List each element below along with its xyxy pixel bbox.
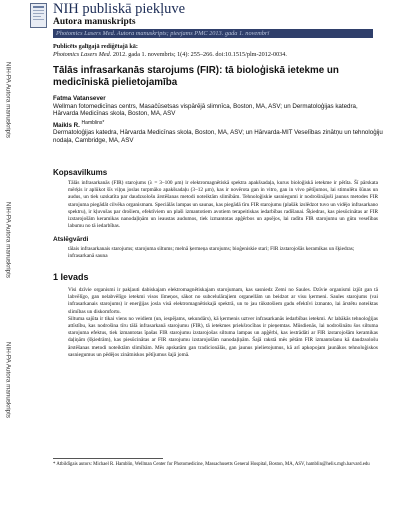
article-title: Tālās infrasarkanās starojums (FIR): tā bioloģiskā ietekme un medicīniskā pielietojamība bbox=[53, 65, 339, 88]
footnote: * Atbildīgais autors: Michael R. Hamblin, Wellman Center for Photomedicine, Massachusetts General Hospital, Boston, MA, ASV, hamblin@helix.mgh.harvard.edu bbox=[53, 462, 370, 467]
intro-paragraph-2: Siltuma sajūta ir tikai viens no veidiem (un, iespējams, sekundārs), kā ķermenis uztver infrasarkanās iedarbības ietekmi. Ar labākās tehnoloģijas attīstību, kas nodrošina tīru tālā infrasarkanā starojumu (FIR), tā ietekmes priekšrocības ir pieņemtas. Mūsdienās, lai nodrošinātu šos siltuma starojuma efektus, tiek izmantotas īpašas FIR starojumu izstarojošas siltuma lampas un apģērbi, kas iestrādāti ar FIR izstarojošām keramikas daļiņām (šķiedrām), kas piesūcinātas ar FIR starojumu izstarojošām nanodaļiņām. Šajā rakstā mēs pētām FIR izmantošanu kā daudzsološu ārstēšanas metodi noteiktām slimībām. Mēs apskatām gan tradicionālās, gan jaunus pielietojumus, kā arī apkopojam jaunākos tehnoloģiskos sasniegumus un pēdējos zinātniskos pētījumus šajā jomā. bbox=[68, 315, 378, 358]
keywords-text: tālais infrasarkanais starojums; starojuma siltums; melnā ķermeņa starojums; bioģeniskie stari; FIR izstarojošās keramikas un šķiedras; infrasarkanā sauna bbox=[68, 246, 355, 260]
author-name-2: Maikls R. $^{Hamblins*}$ bbox=[53, 119, 105, 129]
intro-body bbox=[68, 287, 378, 359]
header-title: NIH publiskā piekļuve bbox=[53, 1, 186, 17]
journal-name: Photomics Lasers Med. bbox=[53, 51, 112, 58]
nih-logo-icon bbox=[30, 3, 47, 28]
section-heading-intro: 1 Ievads bbox=[53, 272, 89, 282]
intro-paragraph-1: Visi dzīvie organismi ir pakļauti dabiskajam elektromagnētiskajam starojumam, kas sasniedz Zemi no Saules. Dzīvie organismi izjūt gan tā labvēlīgo, gan nelabvēlīgo ietekmi visos līmeņos, sākot no subcelulārajiem organellām un beidzot ar visu ķermeni. Saules starojums (vai infrasarkanais starojums) ir enerģijas josla visā elektromagnētiskajā spektrā, un to jau tūkstošiem gadu efektīvi izmanto, lai ārstētu noteiktas slimības un diskomfortu. bbox=[68, 287, 378, 315]
published-as-label: Publicēts galīgajā rediģētajā kā: bbox=[53, 43, 138, 50]
abstract-text: Tālās infrasarkanās (FIR) starojums (λ = 3–100 μm) ir elektromagnētiskā spektra apakšsadaļa, kurus bioloģiskā ietekme ir pētīta. Šī pārskata mērķis ir aplūkot šīs viļņu joslas turpmāko apakšsadaļu (3–12 μm), kas ir novērota gan in vitro, gan in vivo pētījumos, lai stimulētu šūnas un audus, un tiek uzskatīta par daudzsološu ārstēšanas metodi noteiktām slimībām. Tehnoloģiskie sasniegumi ir nodrošinājuši jaunus metodes FIR starojuma piegādāt cilvēka organismam. Speciālās lampas un saunas, kas piegādā tīru FIR starojumu (plašāk izslēdzot tuvo un vidējo infrasarkano spektru), ir kļuvušas par drošiem, efektīviem un plaši izmantotiem avotiem terapeitiskas iedarbības radīšanai. Šķiedras, kas piesūcinātas ar FIR izstarojošām keramikas nanodaļiņām un ieaustas audumos, tiek izmantotas apģērbos un apsējos, lai radītu FIR starojumu un gūtu veselības labumu no tā iedarbības. bbox=[68, 180, 378, 230]
keywords-heading: Atslēgvārdi bbox=[53, 236, 89, 243]
author-affiliation-2: Dermatoloģijas katedra, Hārvarda Medicīnas skola, Boston, MA, ASV; un Hārvarda-MIT Veselības zinātņu un tehnoloģiju nodaļa, Cambridge, MA, ASV bbox=[53, 129, 383, 144]
citation-details: 2012. gada 1. novembris; 1(4): 255–266. doi:10.1515/plm-2012-0034. bbox=[111, 51, 287, 58]
side-label-bottom: NIH-PA Autora manuskripts bbox=[4, 341, 11, 419]
author-sup: Hamblins* bbox=[81, 119, 105, 126]
header-citation-bar: Photomics Lasers Med. Autora manuskripts; pieejams PMC 2013. gada 1. novembrī bbox=[53, 29, 373, 38]
side-label-top: NIH-PA Autora manuskripts bbox=[4, 61, 11, 139]
author-block bbox=[53, 93, 383, 144]
publication-meta bbox=[53, 43, 383, 59]
side-label-middle: NIH-PA Autora manuskripts bbox=[4, 201, 11, 279]
header-subtitle: Autora manuskripts bbox=[53, 17, 136, 27]
author-affiliation-1: Wellman fotomedicīnas centrs, Masačūsetsas vispārējā slimnīca, Boston, MA, ASV; un Dermatoloģijas katedra, Hārvarda Medicīnas skola, Boston, MA, ASV bbox=[53, 102, 358, 117]
author-name-1: Fatma Vatansever bbox=[53, 95, 106, 102]
abstract-heading: Kopsavilkums bbox=[53, 168, 108, 177]
footnote-rule bbox=[53, 458, 163, 459]
page-header bbox=[0, 0, 400, 40]
citation-line bbox=[53, 51, 383, 59]
